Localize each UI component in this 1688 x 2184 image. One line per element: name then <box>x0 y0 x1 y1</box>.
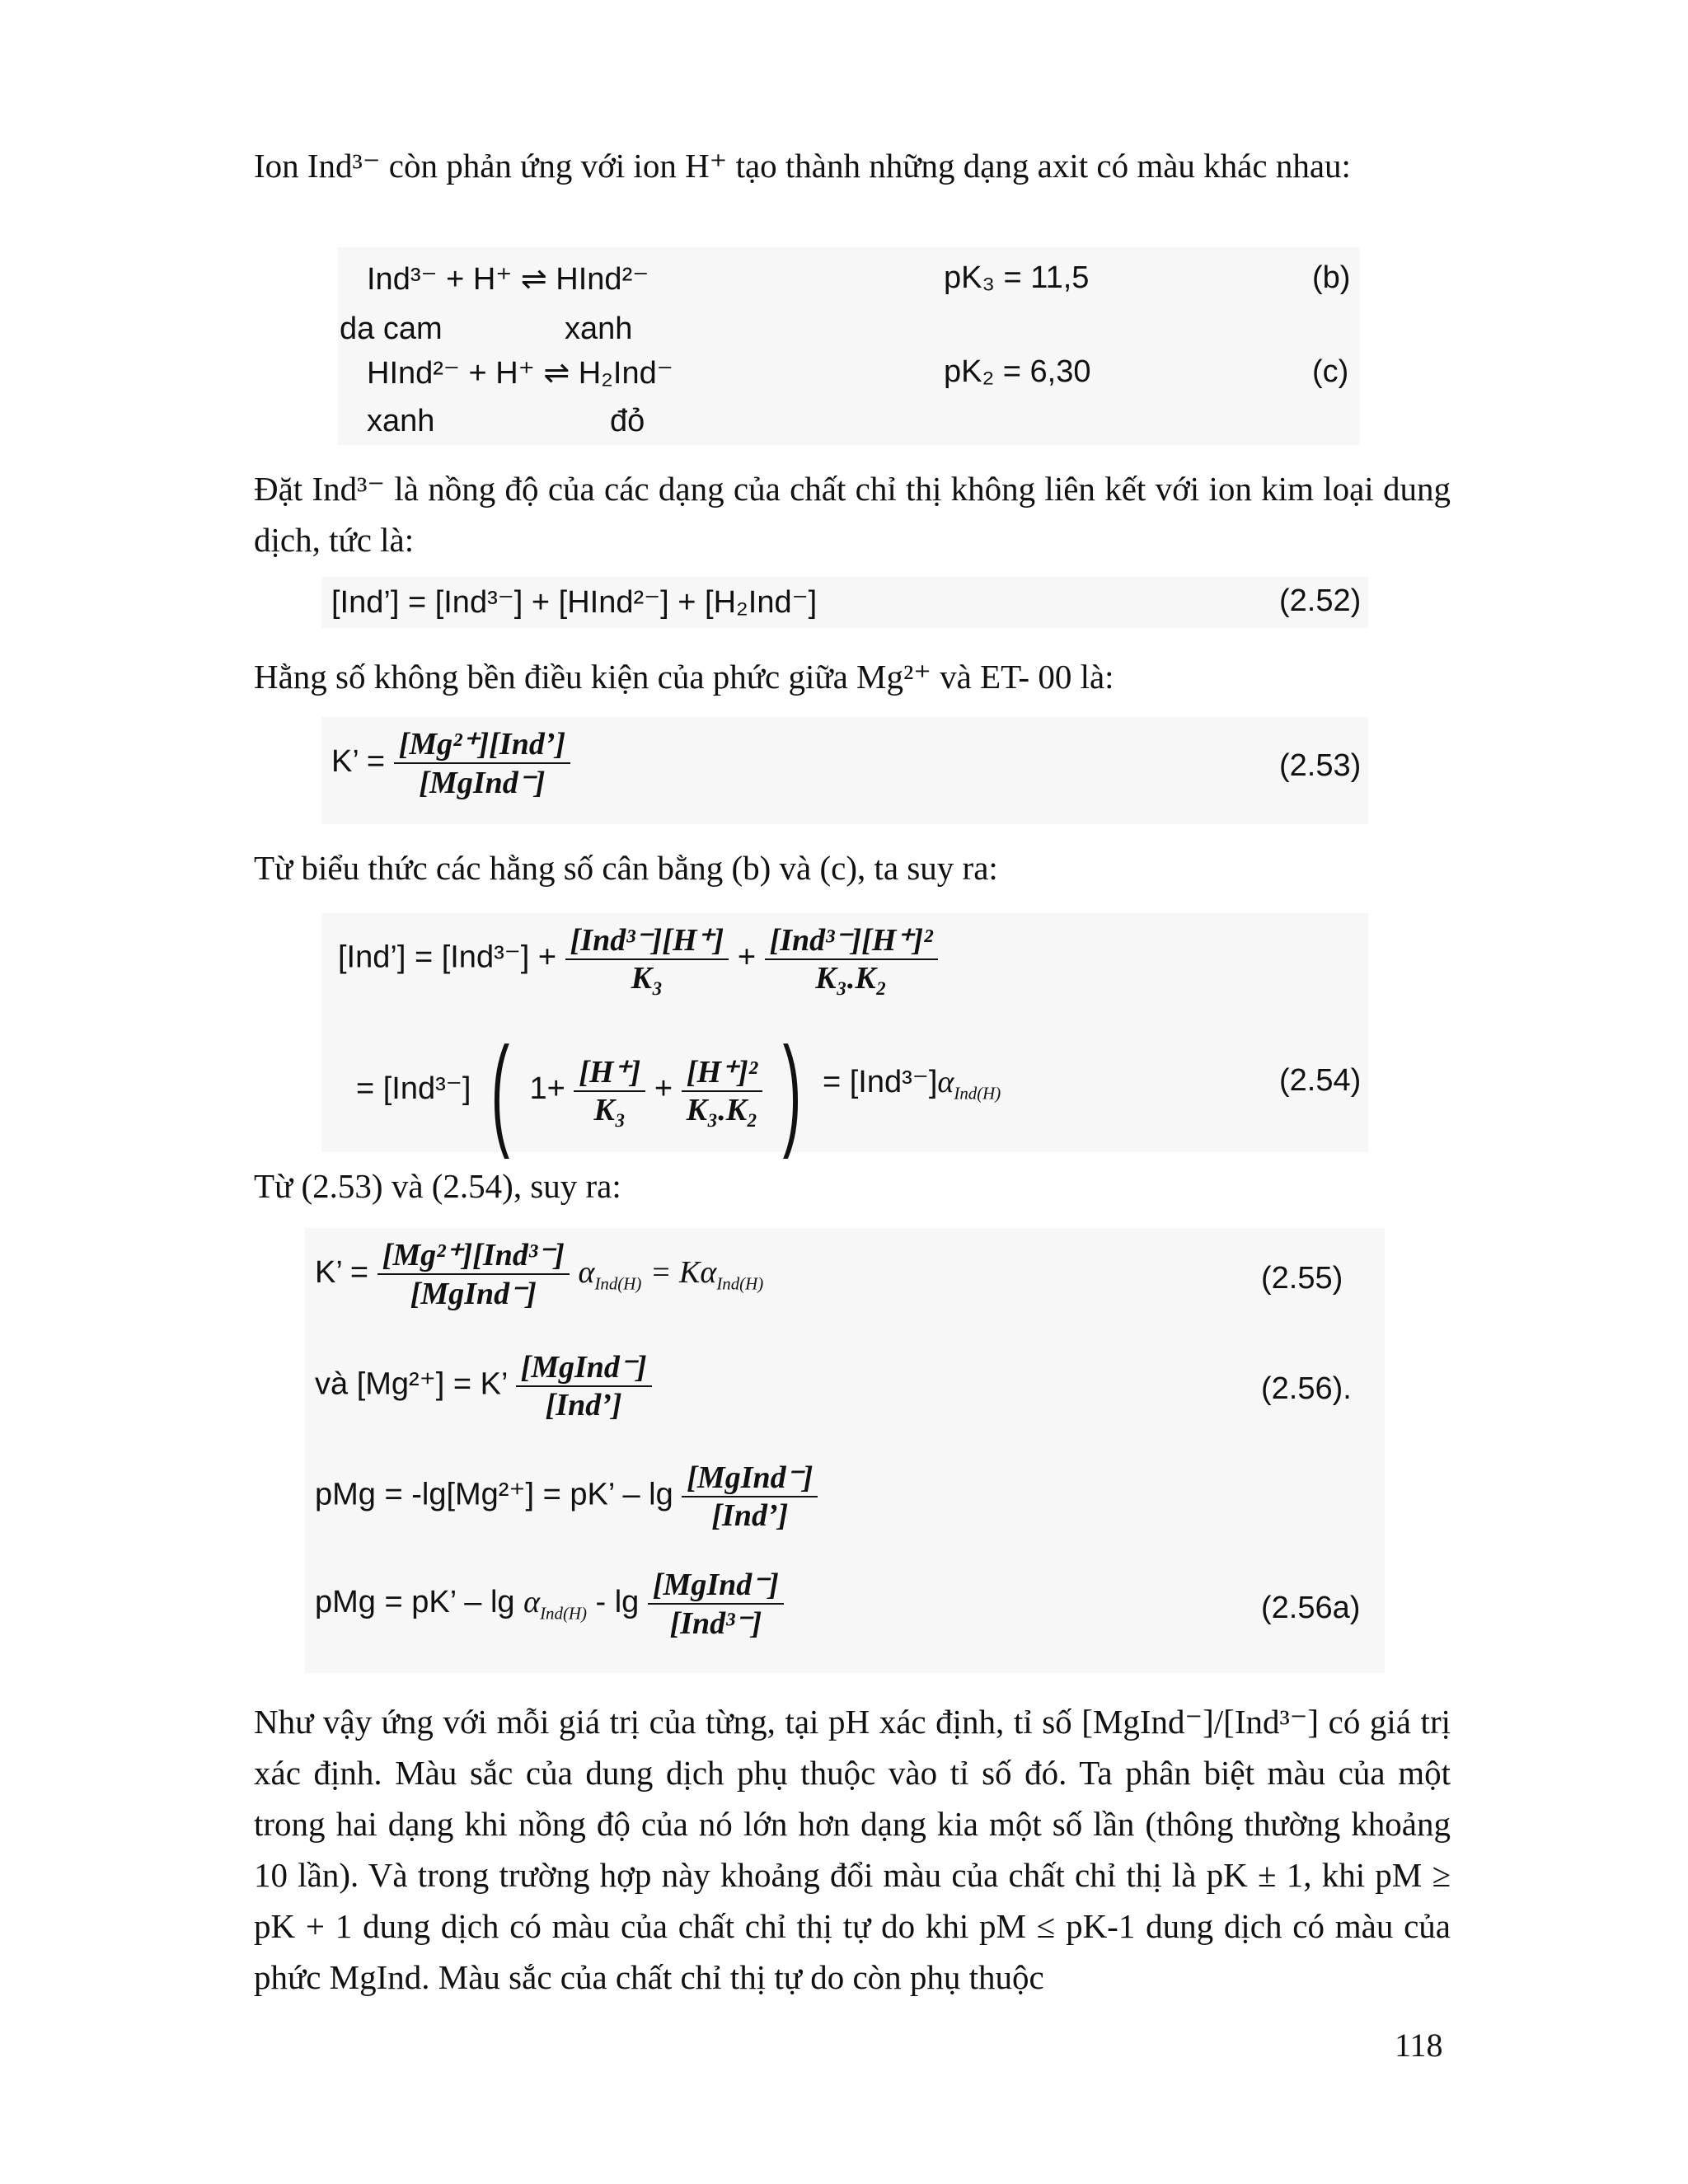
eq-2-54-fraction-3 <box>574 1053 645 1128</box>
paragraph-derive: Từ (2.53) và (2.54), suy ra: <box>254 1167 621 1205</box>
eq-2-56a-fraction <box>648 1566 784 1642</box>
eq-2-54-plus: + <box>737 940 757 975</box>
eq-2-54-alpha: α <box>937 1065 954 1099</box>
page-number: 118 <box>1395 2027 1443 2064</box>
eq-2-54-g2-numerator: [H⁺]² <box>682 1053 763 1092</box>
reaction-c-pk: pK₂ = 6,30 <box>944 354 1091 389</box>
eq-2-55-lhs: K’ = <box>315 1255 369 1291</box>
eq-2-56a-denominator: [Ind³⁻] <box>669 1606 762 1641</box>
eq-2-54-fraction-1 <box>565 921 729 996</box>
eq-2-55-number: (2.55) <box>1261 1261 1343 1296</box>
paragraph-definition: Đặt Ind³⁻ là nồng độ của các dạng của chất chỉ thị không liên kết với ion kim loại dung dịch, tức là: <box>254 470 1451 559</box>
eq-2-55-eqK: = Kα <box>649 1255 717 1291</box>
eq-2-55-rhs <box>649 1255 764 1294</box>
eq-2-56a-number: (2.56a) <box>1261 1591 1361 1625</box>
eq-2-56-fraction <box>516 1348 652 1423</box>
left-paren-icon: ( <box>490 1021 510 1160</box>
eq-2-56a-numerator: [MgInd⁻] <box>648 1566 784 1605</box>
eq-2-53 <box>331 725 570 801</box>
eq-2-54-fraction-2 <box>765 921 938 996</box>
eq-pmg-1-denominator: [Ind’] <box>711 1498 789 1533</box>
eq-2-56a-alpha-term <box>523 1585 587 1624</box>
reaction-b-color-left: da cam <box>340 312 443 346</box>
eq-2-54-number: (2.54) <box>1279 1063 1362 1098</box>
eq-2-56a-lhs: pMg = pK’ – lg <box>315 1585 515 1620</box>
eq-2-56-denominator: [Ind’] <box>545 1388 622 1422</box>
eq-2-56-lhs: và [Mg²⁺] = K’ <box>315 1366 507 1402</box>
eq-2-53-denominator: [MgInd⁻] <box>419 766 546 800</box>
eq-2-55-alpha-term <box>578 1255 642 1294</box>
eq-2-54-g1-numerator: [H⁺] <box>574 1053 645 1092</box>
eq-2-54-one-plus: 1+ <box>529 1071 565 1107</box>
eq-2-53-lhs: K’ = <box>331 744 386 780</box>
eq-2-54-f2-denominator: K₃.K₂ <box>815 961 887 996</box>
eq-pmg-1-lhs: pMg = -lg[Mg²⁺] = pK’ – lg <box>315 1477 673 1512</box>
eq-2-54-f1-numerator: [Ind³⁻][H⁺] <box>565 921 729 960</box>
eq-2-54-rhs <box>823 1063 1001 1104</box>
eq-pmg-1 <box>315 1459 818 1534</box>
eq-2-54-alpha-sub: Ind(H) <box>954 1083 1001 1104</box>
eq-2-54-rhs-text: = [Ind³⁻] <box>823 1065 938 1099</box>
eq-2-53-number: (2.53) <box>1279 748 1362 783</box>
right-paren-icon: ) <box>782 1021 802 1160</box>
eq-2-56 <box>315 1348 652 1423</box>
paragraph-constant: Hằng số không bền điều kiện của phức giữa Mg²⁺ và ET- 00 là: <box>254 658 1114 696</box>
eq-2-54-line2-lhs: = [Ind³⁻] <box>356 1071 471 1107</box>
eq-2-55-denominator: [MgInd⁻] <box>410 1277 537 1311</box>
reaction-b-pk: pK₃ = 11,5 <box>944 260 1090 295</box>
eq-2-53-numerator: [Mg²⁺][Ind’] <box>394 725 570 764</box>
reaction-b-color-right: xanh <box>565 312 633 346</box>
eq-2-52: [Ind’] = [Ind³⁻] + [HInd²⁻] + [H₂Ind⁻] <box>331 585 818 620</box>
eq-2-52-number: (2.52) <box>1279 583 1362 618</box>
eq-2-54-f1-denominator: K₃ <box>631 961 663 996</box>
eq-2-56a <box>315 1566 784 1642</box>
eq-2-55-alpha: α <box>578 1255 595 1291</box>
reaction-c-color-left: xanh <box>367 404 435 438</box>
eq-2-56a-mid: - lg <box>595 1585 640 1620</box>
eq-2-54-plus-2: + <box>654 1071 673 1107</box>
eq-2-54-line2 <box>356 1021 813 1160</box>
eq-2-54-f2-numerator: [Ind³⁻][H⁺]² <box>765 921 938 960</box>
paragraph-from-constants: Từ biểu thức các hằng số cân bằng (b) và (c), ta suy ra: <box>254 849 998 887</box>
eq-2-55-rhs-sub: Ind(H) <box>716 1273 764 1294</box>
eq-2-53-fraction <box>394 725 570 801</box>
eq-2-54-line1 <box>338 921 938 996</box>
reaction-c-color-right: đỏ <box>610 404 645 438</box>
eq-2-55-fraction <box>377 1236 570 1312</box>
eq-2-54-g2-denominator: K₃.K₂ <box>686 1092 758 1127</box>
eq-2-56-numerator: [MgInd⁻] <box>516 1348 652 1387</box>
eq-2-54-fraction-4 <box>682 1053 763 1128</box>
eq-2-54-g1-denominator: K₃ <box>593 1092 626 1127</box>
eq-2-56-number: (2.56). <box>1261 1371 1352 1406</box>
paragraph-intro: Ion Ind³⁻ còn phản ứng với ion H⁺ tạo thành những dạng axit có màu khác nhau: <box>254 147 1351 185</box>
eq-pmg-1-fraction <box>682 1459 818 1534</box>
eq-2-56a-alpha-sub: Ind(H) <box>540 1603 587 1624</box>
eq-2-55-alpha-sub: Ind(H) <box>594 1273 642 1294</box>
eq-2-55-numerator: [Mg²⁺][Ind³⁻] <box>377 1236 570 1275</box>
eq-2-55 <box>315 1236 763 1312</box>
paragraph-conclusion: Như vậy ứng với mỗi giá trị của từng, tại pH xác định, tỉ số [MgInd⁻]/[Ind³⁻] có giá trị xác định. Màu sắc của dung dịch phụ thuộc vào tỉ số đó. Ta phân biệt màu của một trong hai dạng khi nồng độ của nó lớn hơn dạng kia một số lần (thông thường khoảng 10 lần). Và trong trường hợp này khoảng đổi màu của chất chỉ thị là pK ± 1, khi pM ≥ pK + 1 dung dịch có màu của chất chỉ thị tự do khi pM ≤ pK-1 dung dịch có màu của phức MgInd. Màu sắc của chất chỉ thị tự do còn phụ thuộc <box>254 1703 1451 1996</box>
alpha-symbol <box>937 1065 1001 1104</box>
reaction-c-label: (c) <box>1312 354 1349 389</box>
eq-2-54-line1-lhs: [Ind’] = [Ind³⁻] + <box>338 940 557 975</box>
reaction-b-equation: Ind³⁻ + H⁺ ⇌ HInd²⁻ <box>367 262 649 297</box>
reaction-b-label: (b) <box>1312 260 1351 295</box>
eq-pmg-1-numerator: [MgInd⁻] <box>682 1459 818 1497</box>
eq-2-56a-alpha: α <box>523 1585 541 1620</box>
reaction-c-equation: HInd²⁻ + H⁺ ⇌ H₂Ind⁻ <box>367 356 673 391</box>
